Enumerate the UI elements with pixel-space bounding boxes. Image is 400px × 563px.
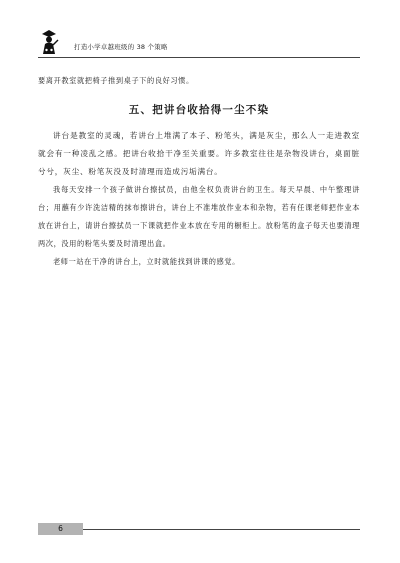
paragraph-2: 我每天安排一个孩子做讲台擦拭员，由他全权负责讲台的卫生。每天早晨、中午整理讲台；用蘸有少许洗洁精的抹布擦讲台，讲台上不准堆放作业本和杂物，若有任课老师把作业本放在讲台上，请讲台擦拭员一下课就把作业本放在专用的橱柜上。放粉笔的盒子每天也要清理两次，没用的粉笔头要及时清理出盒。 <box>38 185 360 248</box>
section-heading: 五、把讲台收拾得一尘不染 <box>128 104 270 116</box>
page-header <box>38 28 378 56</box>
paragraph-3: 老师一站在干净的讲台上，立时就能找到讲课的感觉。 <box>53 257 240 266</box>
teacher-logo-icon <box>38 28 60 54</box>
page-number-bar <box>38 523 83 535</box>
page-number: 6 <box>58 524 63 533</box>
opening-line: 要离开教室就把椅子推到桌子下的良好习惯。 <box>38 76 194 85</box>
footer-divider <box>83 529 360 530</box>
header-divider <box>38 57 360 58</box>
paragraph-1: 讲台是教室的灵魂，若讲台上堆满了本子、粉笔头，满是灰尘，那么人一走进教室就会有一种凌乱之感。把讲台收拾干净至关重要。许多教室往往是杂物没讲台，桌面脏兮兮，灰尘、粉笔灰没及时清理而造成污垢满台。 <box>38 131 360 176</box>
series-title: 打造小学卓越班级的 38 个策略 <box>74 43 168 51</box>
page-body <box>38 72 360 271</box>
